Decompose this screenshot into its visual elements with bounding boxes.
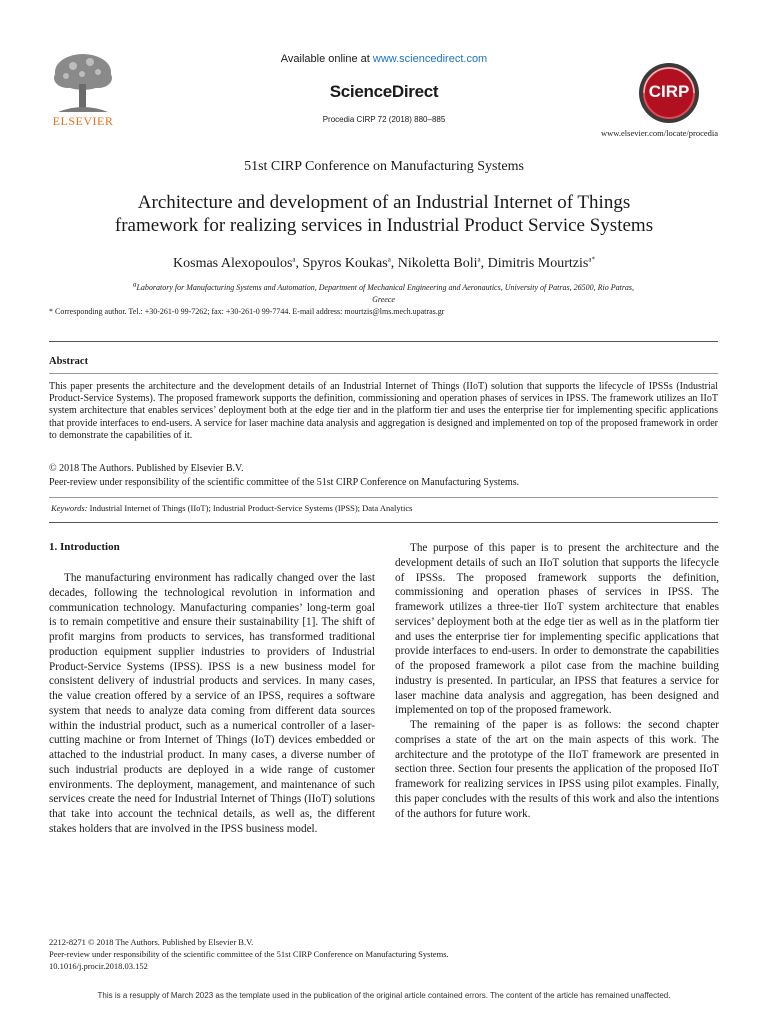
author-4-sup: a* bbox=[588, 255, 595, 264]
sciencedirect-wordmark: ScienceDirect bbox=[329, 82, 439, 101]
author-sep: , bbox=[480, 256, 488, 271]
affiliation-line-1 bbox=[49, 282, 718, 294]
author-2-sup: a bbox=[387, 255, 391, 264]
title-line-2: framework for realizing services in Industrial Product Service Systems bbox=[114, 215, 654, 236]
intro-right-column bbox=[395, 541, 719, 821]
keywords-list: Industrial Internet of Things (IIoT); Industrial Product-Service Systems (IPSS); Data Analytics bbox=[87, 503, 413, 513]
author-3-sup: a bbox=[477, 255, 481, 264]
affiliation bbox=[49, 282, 718, 306]
author-sep: , bbox=[295, 256, 303, 271]
keywords-label: Keywords: bbox=[51, 503, 88, 513]
abstract-peer-review: Peer-review under responsibility of the scientific committee of the 51st CIRP Conference on Manufacturing Systems. bbox=[49, 477, 520, 488]
sciencedirect-link[interactable]: www.sciencedirect.com bbox=[372, 53, 488, 65]
intro-paragraph-2: The purpose of this paper is to present the architecture and the development details of such an IIoT solution that supports the lifecycle of IPSSs. The proposed framework supports the definition, commissioning and operation phases of services in IPSS. The framework utilizes a three-tier IIoT system architecture that enables services’ deployment both at the edge tier as well as in the platform tier and uses the enterprise tier for implementing specific applications that provide interfaces to end-users. In order to demonstrate the capabilities of the proposed framework a pilot case from the machine building industry is presented. In particular, an IPSS that features a service for laser machine data analysis and aggregation, has been designed and implemented on top of the proposed framework. bbox=[395, 542, 719, 717]
abstract-copyright: © 2018 The Authors. Published by Elsevier B.V. bbox=[49, 463, 244, 474]
conference-name: 51st CIRP Conference on Manufacturing Systems bbox=[244, 159, 524, 174]
divider-top bbox=[49, 341, 718, 342]
abstract-heading: Abstract bbox=[49, 356, 89, 367]
author-1-sup: a bbox=[292, 255, 296, 264]
author-3: Nikoletta Boli bbox=[397, 256, 478, 271]
cirp-logo bbox=[630, 62, 708, 124]
author-sep: , bbox=[390, 256, 398, 271]
journal-url[interactable]: www.elsevier.com/locate/procedia bbox=[601, 128, 718, 138]
journal-reference: Procedia CIRP 72 (2018) 880–885 bbox=[322, 115, 446, 124]
affiliation-sup: a bbox=[132, 280, 137, 289]
intro-paragraph-1: The manufacturing environment has radically changed over the last decades, following the technological revolution in information and communication technology. Manufacturing companies’ long-term goal is to remain competitive and ensure their sustainability [1]. The shift of profit margins from products to services, has transformed traditional production equipment supplier industries to providers of Industrial Product-Service Systems (IPSS). IPSS is a new business model for consistent delivery of industrial products and services. In many cases, the value creation offered by a service of an IPSS, requires a software system that needs to analyze data coming from different data sources within the industrial product, such as a numerical controller of a laser-cutting machine or from Internet of Things (IoT) devices embedded or attached to the industrial product. In many cases, a diverse number of such industrial products are deployed in a wide range of customer environments. The deployment, management, and maintenance of such services create the need for Industrial Internet of Things (IIoT) solutions that take into account the technical details, as well as, the different stakes holders that are involved in the IPSS business model. bbox=[49, 572, 375, 835]
title-line-1: Architecture and development of an Industrial Internet of Things bbox=[137, 192, 631, 213]
divider-bottom bbox=[49, 522, 718, 523]
resupply-notice: This is a resupply of March 2023 as the template used in the publication of the original article contained errors. The content of the article has remained unaffected. bbox=[97, 991, 671, 1000]
paper-title bbox=[0, 191, 768, 237]
abstract-rule bbox=[49, 373, 718, 374]
cirp-logo-text: CIRP bbox=[648, 82, 690, 101]
footer-copyright: 2212-8271 © 2018 The Authors. Published by Elsevier B.V. bbox=[49, 937, 254, 947]
elsevier-wordmark: ELSEVIER bbox=[52, 114, 114, 128]
author-list bbox=[0, 256, 768, 272]
author-2: Spyros Koukas bbox=[302, 256, 388, 271]
affiliation-text: Laboratory for Manufacturing Systems and Automation, Department of Mechanical Engineering and Aeronautics, University of Patras, 26500, Rio Patras, bbox=[136, 283, 635, 292]
footer-doi[interactable]: 10.1016/j.procir.2018.03.152 bbox=[49, 961, 148, 971]
corresponding-author: * Corresponding author. Tel.: +30-261-0 99-7262; fax: +30-261-0 99-7744. E-mail address: mourtzis@lms.mech.upatras.gr bbox=[49, 307, 445, 316]
author-4: Dimitris Mourtzis bbox=[487, 256, 589, 271]
intro-left-column bbox=[49, 571, 375, 837]
available-prefix: Available online at bbox=[280, 53, 373, 65]
author-1: Kosmas Alexopoulos bbox=[173, 256, 293, 271]
intro-paragraph-3: The remaining of the paper is as follows: the second chapter comprises a state of the art on the main aspects of this work. The architecture and the prototype of the IIoT framework are presented in section three. Section four presents the application of the proposed IIoT framework for realizing services in IPSS using pilot examples. Finally, this paper concludes with the results of this work and also the intentions of the authors for future work. bbox=[395, 719, 719, 820]
section-heading-introduction: 1. Introduction bbox=[49, 541, 120, 553]
footer-peer-review: Peer-review under responsibility of the scientific committee of the 51st CIRP Conference on Manufacturing Systems. bbox=[49, 949, 449, 959]
keywords-rule bbox=[49, 497, 718, 498]
abstract-text: This paper presents the architecture and the development details of an Industrial Internet of Things (IIoT) solution that supports the lifecycle of IPSSs (Industrial Product-Service Systems). The proposed framework supports the definition, commissioning and operation phases of services in IPSS. The framework utilizes an IIoT system architecture that enables services’ deployment both at the edge tier and in the platform tier and uses the enterprise tier for implementing specific applications that provide interfaces to end-users. A service for laser machine data analysis and aggregation is designed and implemented on top of the proposed framework in order to demonstrate the capabilities of it. bbox=[49, 381, 718, 441]
affiliation-line-2: Greece bbox=[372, 295, 395, 304]
keywords bbox=[51, 503, 412, 513]
